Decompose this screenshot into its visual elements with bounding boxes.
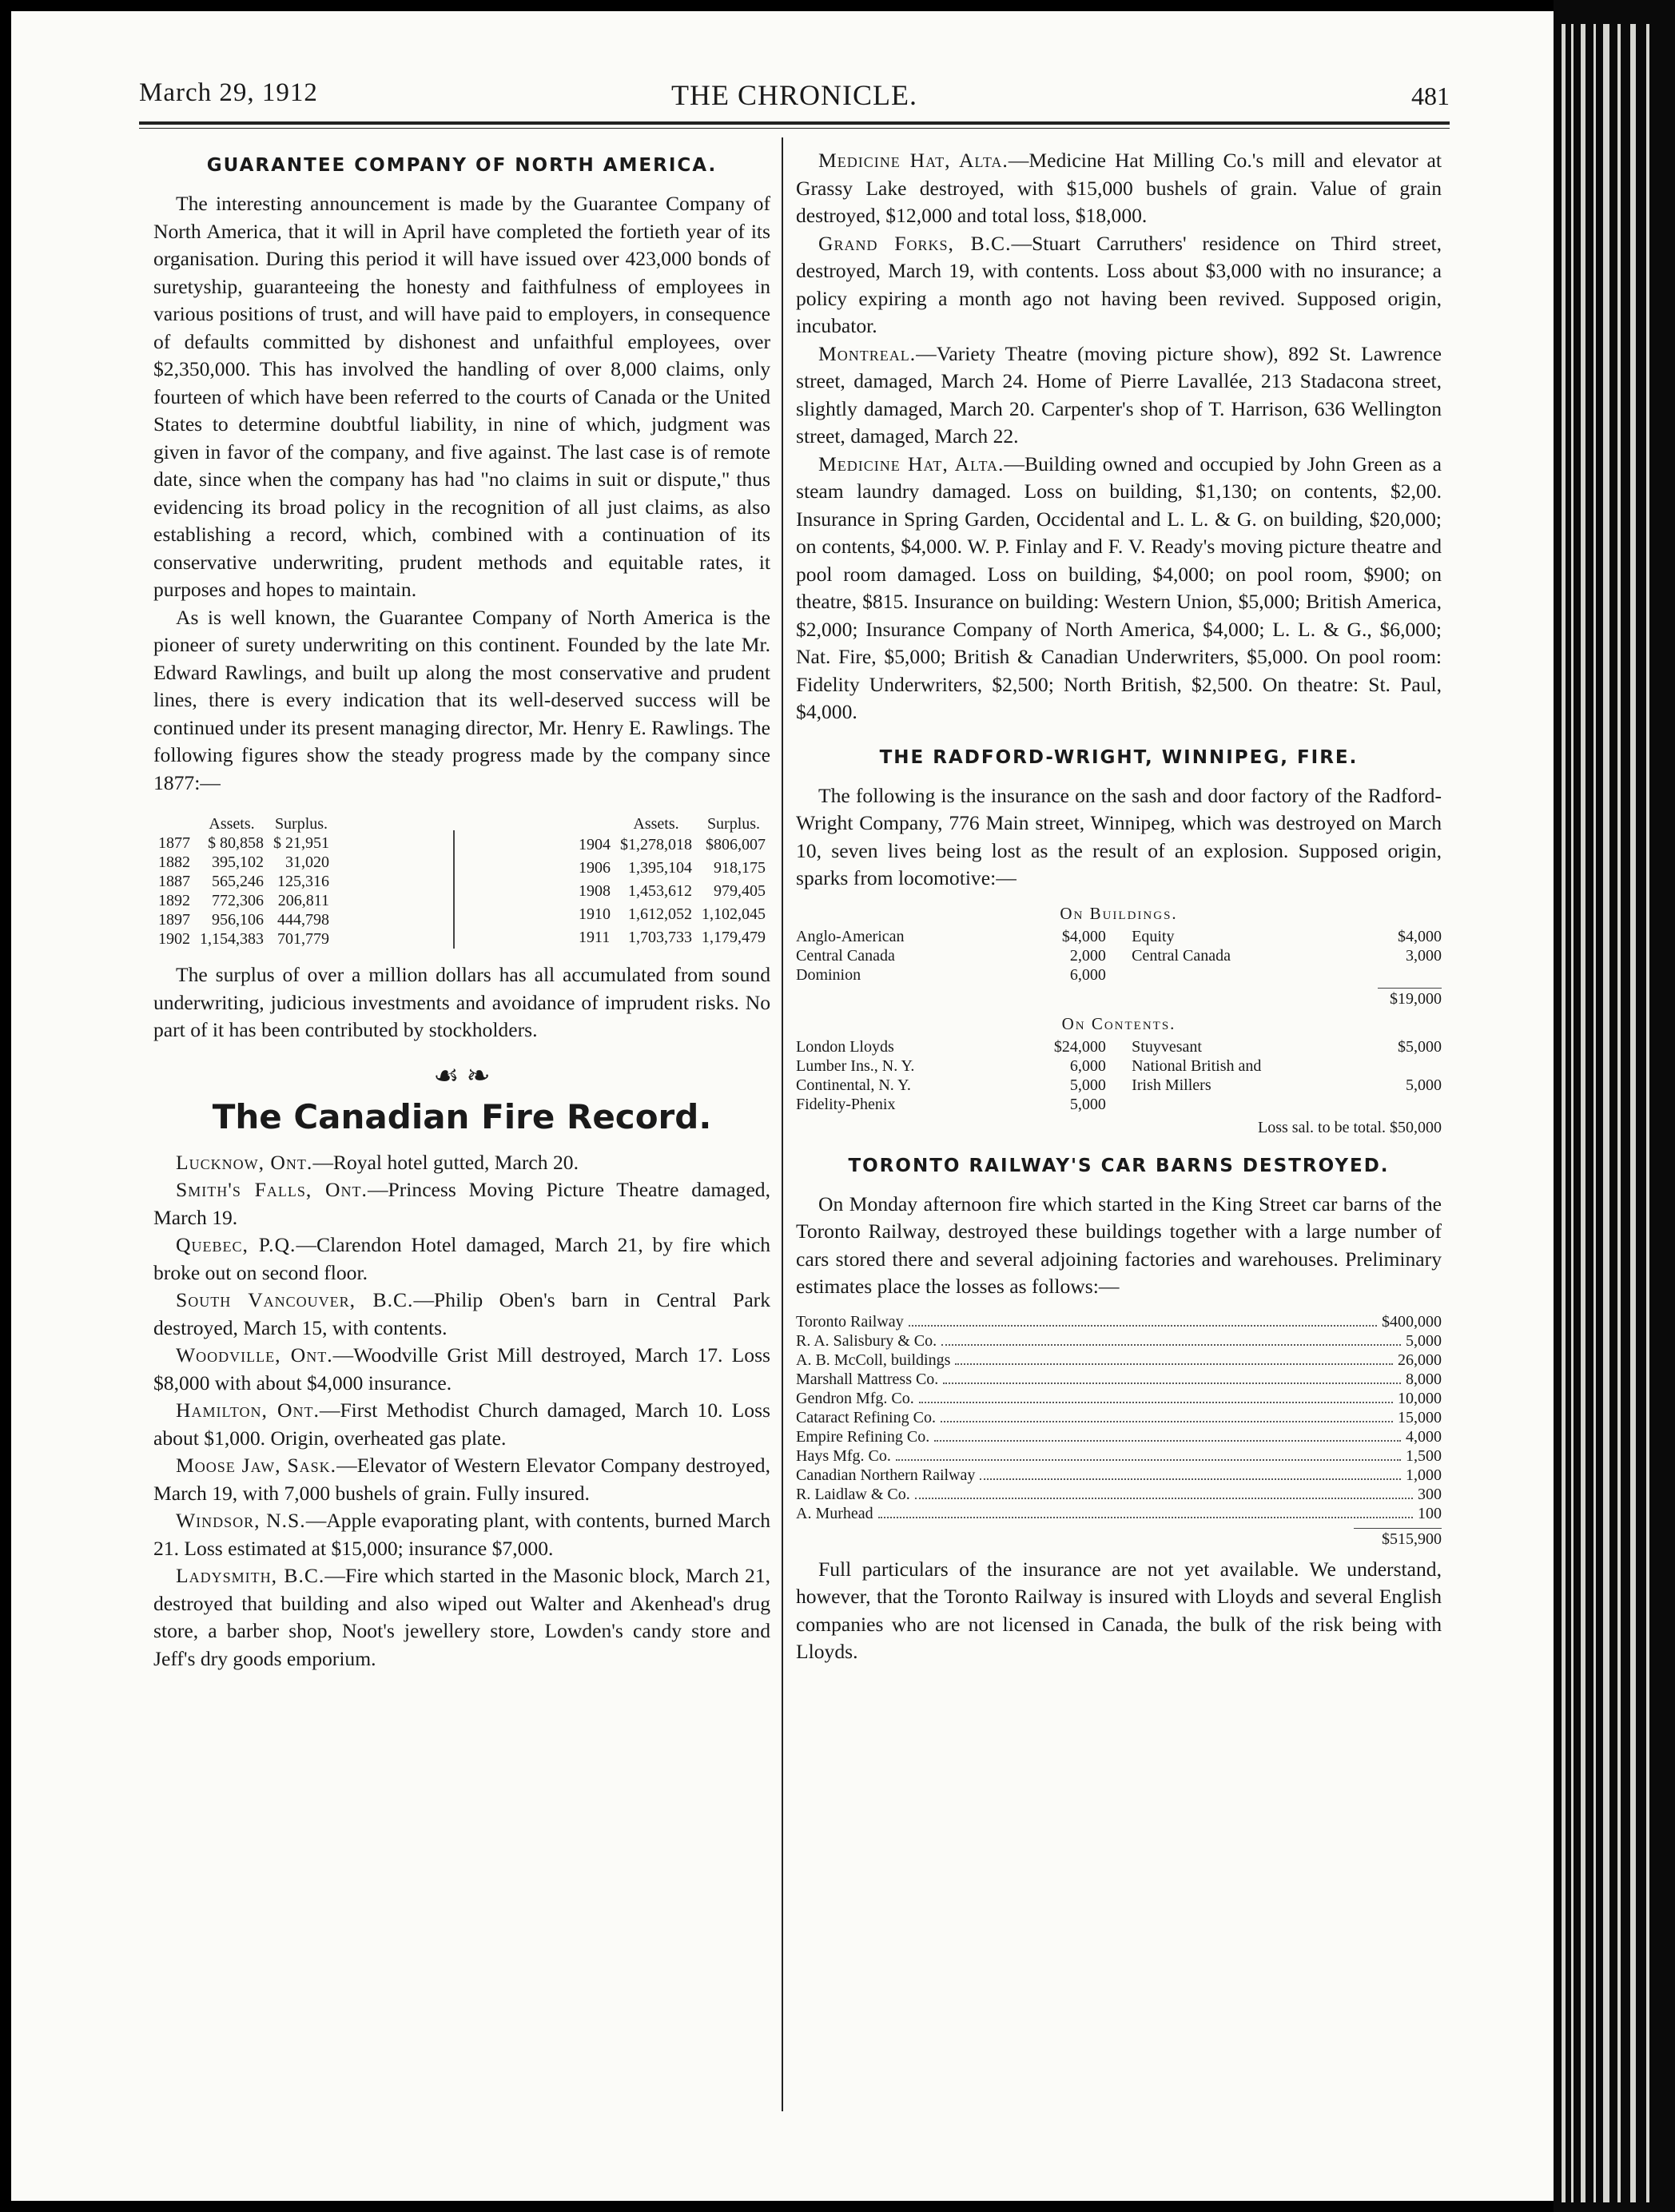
insurer-name: Anglo-American — [796, 927, 905, 945]
fire-entry-text: —Royal hotel gutted, March 20. — [312, 1150, 579, 1174]
surplus-header: Surplus. — [706, 815, 761, 833]
fire-entry-text: —Variety Theatre (moving picture show), 892 St. Lawrence street, damaged, March 24. Home of Pierre Lavallée, 213 Stadacona street, slightly damaged, March 20. Carpenter's shop of T. Harrison, 636 Wellington street, damaged, March 22. — [796, 341, 1442, 448]
insured-amount: $24,000 — [1053, 1037, 1106, 1056]
figures-year: 1911 — [579, 928, 611, 946]
figures-row — [153, 853, 334, 872]
figures-surplus: 444,798 — [277, 911, 329, 929]
losses-total: $515,900 — [1354, 1528, 1442, 1550]
figures-year: 1908 — [579, 881, 611, 900]
loss-name: R. Laidlaw & Co. — [796, 1485, 910, 1503]
insurer-name: Central Canada — [1132, 946, 1231, 965]
loss-name: R. A. Salisbury & Co. — [796, 1331, 937, 1350]
insurance-entry — [1132, 946, 1442, 965]
insurance-entry — [1132, 1076, 1442, 1095]
figures-row — [153, 872, 334, 891]
figures-surplus: 1,179,479 — [702, 928, 766, 946]
loss-amount: 1,500 — [1406, 1446, 1442, 1465]
fire-entry-text: —Elevator of Western Elevator Company destroyed, March 19, with 7,000 bushels of grain. Fully insured. — [153, 1454, 771, 1505]
guarantee-paragraph-3: The surplus of over a million dollars has all accumulated from sound underwriting, judicious investments and avoidance of imprudent risks. No part of it has been contributed by stockholders. — [153, 963, 770, 1041]
guarantee-paragraph-2: As is well known, the Guarantee Company of North America is the pioneer of surety underwriting on this continent. Founded by the late Mr. Edward Rawlings, and built up along the most conservative and prudent lines, there is every indication that its well-deserved success will be continued under its present managing director, Mr. Henry E. Rawlings. The following figures show the steady progress made by the company since 1877:— — [153, 605, 770, 794]
fire-entry-place: Smith's Falls, Ont. — [176, 1178, 368, 1201]
figures-row — [153, 833, 334, 853]
figures-row — [574, 880, 770, 903]
leader-dots — [980, 1466, 1401, 1480]
insurance-entry — [1132, 1095, 1442, 1114]
insured-amount: $4,000 — [1061, 927, 1106, 945]
leader-dots — [955, 1351, 1393, 1365]
fire-entry-text: —First Methodist Church damaged, March 10. Loss about $1,000. Origin, overheated gas plate. — [153, 1398, 770, 1450]
insurance-row — [796, 1095, 1442, 1114]
loss-amount: 5,000 — [1406, 1331, 1442, 1350]
contents-total: Loss sal. to be total. $50,000 — [1258, 1118, 1442, 1136]
on-buildings-label: On Buildings. — [1060, 903, 1178, 923]
on-contents-label: On Contents. — [1061, 1013, 1176, 1033]
fire-entry — [153, 1397, 770, 1452]
insurer-name: Continental, N. Y. — [796, 1076, 911, 1094]
insurer-name: Stuyvesant — [1132, 1037, 1202, 1056]
loss-row — [796, 1466, 1442, 1485]
header-rule-thick — [139, 121, 1450, 125]
loss-amount: 300 — [1418, 1485, 1442, 1503]
left-column — [153, 147, 770, 1673]
fire-entry — [796, 340, 1442, 451]
figures-assets: 956,106 — [212, 911, 264, 929]
figures-row — [153, 929, 334, 949]
toronto-closing: Full particulars of the insurance are not yet available. We understand, however, that the Toronto Railway is insured with Lloyds and several English companies who are not licensed in Canada, the bulk of the risk being with Lloyds. — [796, 1557, 1442, 1663]
fire-entry-text: —Princess Moving Picture Theatre damaged, March 19. — [153, 1178, 770, 1229]
figures-row — [574, 925, 770, 949]
book-edge — [1554, 0, 1675, 2212]
leader-dots — [919, 1389, 1393, 1403]
radford-heading: THE RADFORD-WRIGHT, WINNIPEG, FIRE. — [879, 746, 1359, 768]
figures-year: 1892 — [158, 892, 190, 909]
loss-row — [796, 1446, 1442, 1466]
buildings-insurance-list — [796, 927, 1442, 985]
loss-amount: 100 — [1418, 1504, 1442, 1522]
publication-title: THE CHRONICLE. — [671, 79, 917, 111]
fire-entry-text: —Clarendon Hotel damaged, March 21, by fire which broke out on second floor. — [153, 1233, 770, 1284]
fire-entry-text: —Medicine Hat Milling Co.'s mill and elevator at Grassy Lake destroyed, with $15,000 bushels of grain. Value of grain destroyed, $12,000 and total loss, $18,000. — [796, 149, 1442, 227]
insurance-entry — [1132, 1037, 1442, 1056]
figures-assets: 772,306 — [212, 892, 264, 909]
insurance-entry — [1132, 965, 1442, 985]
figures-surplus: 918,175 — [714, 859, 766, 877]
fire-entry-place: Woodville, Ont. — [176, 1343, 333, 1367]
loss-row — [796, 1389, 1442, 1408]
insurance-entry — [796, 927, 1106, 946]
buildings-total: $19,000 — [1378, 988, 1442, 1009]
figures-assets: 1,395,104 — [628, 859, 692, 877]
figures-year: 1882 — [158, 853, 190, 871]
fire-entry-place: Grand Forks, B.C. — [818, 231, 1012, 255]
insurer-name: National British and — [1132, 1056, 1262, 1075]
figures-assets: 1,612,052 — [628, 905, 692, 923]
insurer-name: Irish Millers — [1132, 1076, 1211, 1094]
figures-year: 1906 — [579, 859, 611, 877]
fire-entry-text: —Stuart Carruthers' residence on Third street, destroyed, March 19, with contents. Loss about $3,000 with no insurance; a policy expiring a month ago not having been revived. Supposed origin, incubator. — [796, 231, 1442, 337]
figures-assets: 565,246 — [212, 873, 264, 890]
leader-dots — [896, 1446, 1401, 1461]
insurance-row — [796, 1037, 1442, 1056]
leader-dots — [878, 1504, 1413, 1518]
loss-row — [796, 1370, 1442, 1389]
insurance-entry — [796, 1056, 1106, 1076]
issue-date: March 29, 1912 — [139, 78, 318, 107]
insurer-name: Central Canada — [796, 946, 895, 965]
loss-name: Toronto Railway — [796, 1312, 904, 1331]
losses-list — [796, 1312, 1442, 1523]
loss-name: Empire Refining Co. — [796, 1427, 930, 1446]
fire-record-entries-right — [796, 147, 1442, 726]
loss-name: Hays Mfg. Co. — [796, 1446, 891, 1465]
figures-year: 1887 — [158, 873, 190, 890]
insured-amount: $4,000 — [1398, 927, 1442, 945]
insurance-entry — [1132, 1056, 1442, 1076]
fire-entry — [796, 451, 1442, 726]
figures-table-left — [153, 814, 334, 949]
figures-divider — [453, 830, 455, 949]
leader-dots — [941, 1408, 1393, 1422]
guarantee-heading: GUARANTEE COMPANY OF NORTH AMERICA. — [206, 155, 718, 176]
insurance-entry — [796, 965, 1106, 985]
insurance-entry — [1132, 927, 1442, 946]
fire-entry-text: —Apple evaporating plant, with contents, burned March 21. Loss estimated at $15,000; insurance $7,000. — [153, 1509, 770, 1560]
insurer-name: London Lloyds — [796, 1037, 894, 1056]
running-head — [139, 74, 1450, 113]
insurance-entry — [796, 1076, 1106, 1095]
fire-entry — [153, 1452, 770, 1507]
loss-name: A. B. McColl, buildings — [796, 1351, 951, 1369]
figures-assets: 1,703,733 — [628, 928, 692, 946]
figures-assets: 395,102 — [212, 853, 264, 871]
fire-entry — [153, 1231, 770, 1287]
fire-entry-text: —Fire which started in the Masonic block, March 21, destroyed that building and also wiped out Walter and Akenhead's drug store, a barber shop, Noot's jewellery store, Lowden's candy store and Jeff's dry goods emporium. — [153, 1564, 771, 1670]
page-number: 481 — [1411, 82, 1450, 110]
figures-surplus: 701,779 — [277, 930, 329, 948]
insured-amount: $5,000 — [1398, 1037, 1442, 1056]
insured-amount: 5,000 — [1406, 1076, 1442, 1094]
leader-dots — [941, 1331, 1401, 1346]
loss-amount: 26,000 — [1398, 1351, 1442, 1369]
fire-entry-place: Ladysmith, B.C. — [176, 1564, 325, 1587]
insurance-row — [796, 1076, 1442, 1095]
figures-assets: $ 80,858 — [208, 834, 264, 852]
loss-name: Marshall Mattress Co. — [796, 1370, 939, 1388]
fire-entry — [153, 1342, 770, 1397]
toronto-heading: TORONTO RAILWAY'S CAR BARNS DESTROYED. — [848, 1155, 1390, 1176]
fire-record-heading: The Canadian Fire Record. — [212, 1096, 712, 1136]
loss-row — [796, 1485, 1442, 1504]
fire-entry-place: Windsor, N.S. — [176, 1509, 306, 1532]
fire-record-entries-left — [153, 1149, 770, 1673]
assets-header: Assets. — [633, 815, 679, 833]
insured-amount: 6,000 — [1069, 1056, 1106, 1075]
right-column — [796, 147, 1442, 1666]
figures-surplus: 31,020 — [285, 853, 329, 871]
loss-amount: 15,000 — [1398, 1408, 1442, 1426]
fire-entry-text: —Building owned and occupied by John Green as a steam laundry damaged. Loss on building, $1,130; on contents, $2,00. Insurance in Spring Garden, Occidental and L. L. & G. on building, $20,000; on contents, $4,000. W. P. Finlay and F. V. Ready's moving picture theatre and pool room damaged. Loss on building, $4,000; on pool room, $900; on theatre, $815. Insurance on building: Western Union, $5,000; British America, $2,000; Insurance Company of North America, $4,000; L. L. & G., $6,000; Nat. Fire, $5,000; British & Canadian Underwriters, $5,000. On pool room: Fidelity Underwriters, $2,500; North British, $2,500. On theatre: St. Paul, $4,000. — [796, 452, 1442, 723]
loss-amount: $400,000 — [1382, 1312, 1442, 1331]
insurance-entry — [796, 946, 1106, 965]
insurance-entry — [796, 1095, 1106, 1114]
figures-surplus: 125,316 — [277, 873, 329, 890]
column-divider — [782, 137, 783, 2111]
figures-row — [574, 857, 770, 880]
surplus-header: Surplus. — [274, 815, 328, 833]
leader-dots — [934, 1427, 1401, 1442]
fire-entry — [796, 147, 1442, 230]
loss-amount: 4,000 — [1406, 1427, 1442, 1446]
insured-amount: 5,000 — [1069, 1076, 1106, 1094]
insurer-name: Fidelity-Phenix — [796, 1095, 896, 1113]
figures-surplus: $806,007 — [706, 836, 766, 854]
fire-entry-place: Medicine Hat, Alta. — [818, 149, 1009, 172]
fire-entry-place: Medicine Hat, Alta. — [818, 452, 1005, 475]
figures-row — [153, 910, 334, 929]
insurance-row — [796, 1056, 1442, 1076]
figures-year: 1910 — [579, 905, 611, 923]
loss-name: Cataract Refining Co. — [796, 1408, 936, 1426]
insured-amount: 3,000 — [1406, 946, 1442, 965]
fire-entry-place: Moose Jaw, Sask. — [176, 1454, 337, 1477]
leader-dots — [943, 1370, 1401, 1384]
loss-amount: 1,000 — [1406, 1466, 1442, 1484]
figures-row — [574, 833, 770, 857]
insurance-entry — [796, 1037, 1106, 1056]
loss-row — [796, 1312, 1442, 1331]
guarantee-paragraph-1: The interesting announcement is made by the Guarantee Company of North America, that it will in April have completed the fortieth year of its organisation. During this period it will have issued over 423,000 bonds of suretyship, guaranteeing the honesty and faithfulness of employees in various positions of trust, and will have paid to employers, in consequence of defaults committed by dishonest and unfaithful employees, over $2,350,000. This has involved the handling of over 8,000 claims, only fourteen of which have been referred to the courts of Canada or the United States to determine doubtful liability, in nine of which, judgment was given in favor of the company, and five against. The last case is of remote date, since when the company has had "no claims in suit or dispute," thus evidencing its broad policy in the recognition of all just claims, as also establishing a record, which, combined with a continuation of its conservative underwriting, prudent methods and equitable rates, it purposes and hopes to maintain. — [153, 192, 770, 601]
figures-year: 1877 — [158, 834, 190, 852]
leader-dots — [915, 1485, 1413, 1499]
loss-row — [796, 1504, 1442, 1523]
header-rule-thin — [139, 128, 1450, 129]
loss-row — [796, 1351, 1442, 1370]
insured-amount: 5,000 — [1069, 1095, 1106, 1113]
section-ornament: ☙ ❧ — [433, 1059, 491, 1092]
contents-insurance-list — [796, 1037, 1442, 1114]
loss-row — [796, 1408, 1442, 1427]
fire-entry-place: Quebec, P.Q. — [176, 1233, 296, 1256]
progress-figures — [153, 814, 770, 949]
fire-entry-text: —Woodville Grist Mill destroyed, March 17. Loss $8,000 with about $4,000 insurance. — [153, 1343, 770, 1394]
fire-entry — [153, 1507, 770, 1562]
figures-assets: $1,278,018 — [620, 836, 692, 854]
fire-entry-text: —Philip Oben's barn in Central Park destroyed, March 15, with contents. — [153, 1288, 770, 1339]
loss-row — [796, 1427, 1442, 1446]
fire-entry — [153, 1287, 770, 1342]
newspaper-page — [11, 11, 1554, 2201]
figures-table-right — [574, 814, 770, 949]
figures-assets: 1,453,612 — [628, 881, 692, 900]
insurance-row — [796, 965, 1442, 985]
insured-amount: 2,000 — [1069, 946, 1106, 965]
loss-name: Canadian Northern Railway — [796, 1466, 976, 1484]
fire-entry — [153, 1562, 770, 1673]
loss-amount: 8,000 — [1406, 1370, 1442, 1388]
figures-year: 1904 — [579, 836, 611, 854]
fire-entry — [153, 1176, 770, 1231]
fire-entry-place: South Vancouver, B.C. — [176, 1288, 414, 1311]
figures-row — [574, 902, 770, 925]
figures-surplus: 1,102,045 — [702, 905, 766, 923]
fire-entry — [796, 230, 1442, 340]
figures-year: 1897 — [158, 911, 190, 929]
figures-surplus: 979,405 — [714, 881, 766, 900]
fire-entry — [153, 1149, 770, 1177]
figures-surplus: 206,811 — [277, 892, 329, 909]
loss-name: Gendron Mfg. Co. — [796, 1389, 914, 1407]
insurer-name: Equity — [1132, 927, 1175, 945]
assets-header: Assets. — [209, 815, 255, 833]
insurer-name: Lumber Ins., N. Y. — [796, 1056, 915, 1075]
figures-year: 1902 — [158, 930, 190, 948]
insured-amount: 6,000 — [1069, 965, 1106, 984]
figures-assets: 1,154,383 — [200, 930, 264, 948]
fire-entry-place: Montreal. — [818, 341, 917, 365]
insurance-row — [796, 946, 1442, 965]
radford-intro: The following is the insurance on the sash and door factory of the Radford-Wright Company, 776 Main street, Winnipeg, which was destroyed on March 10, seven lives being lost as the result of an explosion. Supposed origin, sparks from locomotive:— — [796, 783, 1442, 889]
insurance-row — [796, 927, 1442, 946]
loss-amount: 10,000 — [1398, 1389, 1442, 1407]
figures-row — [153, 891, 334, 910]
insurer-name: Dominion — [796, 965, 861, 984]
loss-row — [796, 1331, 1442, 1351]
fire-entry-place: Hamilton, Ont. — [176, 1398, 320, 1422]
loss-name: A. Murhead — [796, 1504, 873, 1522]
figures-surplus: $ 21,951 — [273, 834, 329, 852]
toronto-intro: On Monday afternoon fire which started in the King Street car barns of the Toronto Railway, destroyed these buildings together with a large number of cars stored there and several adjoining factories and warehouses. Preliminary estimates place the losses as follows:— — [796, 1192, 1442, 1298]
fire-entry-place: Lucknow, Ont. — [176, 1150, 313, 1174]
leader-dots — [909, 1312, 1377, 1327]
